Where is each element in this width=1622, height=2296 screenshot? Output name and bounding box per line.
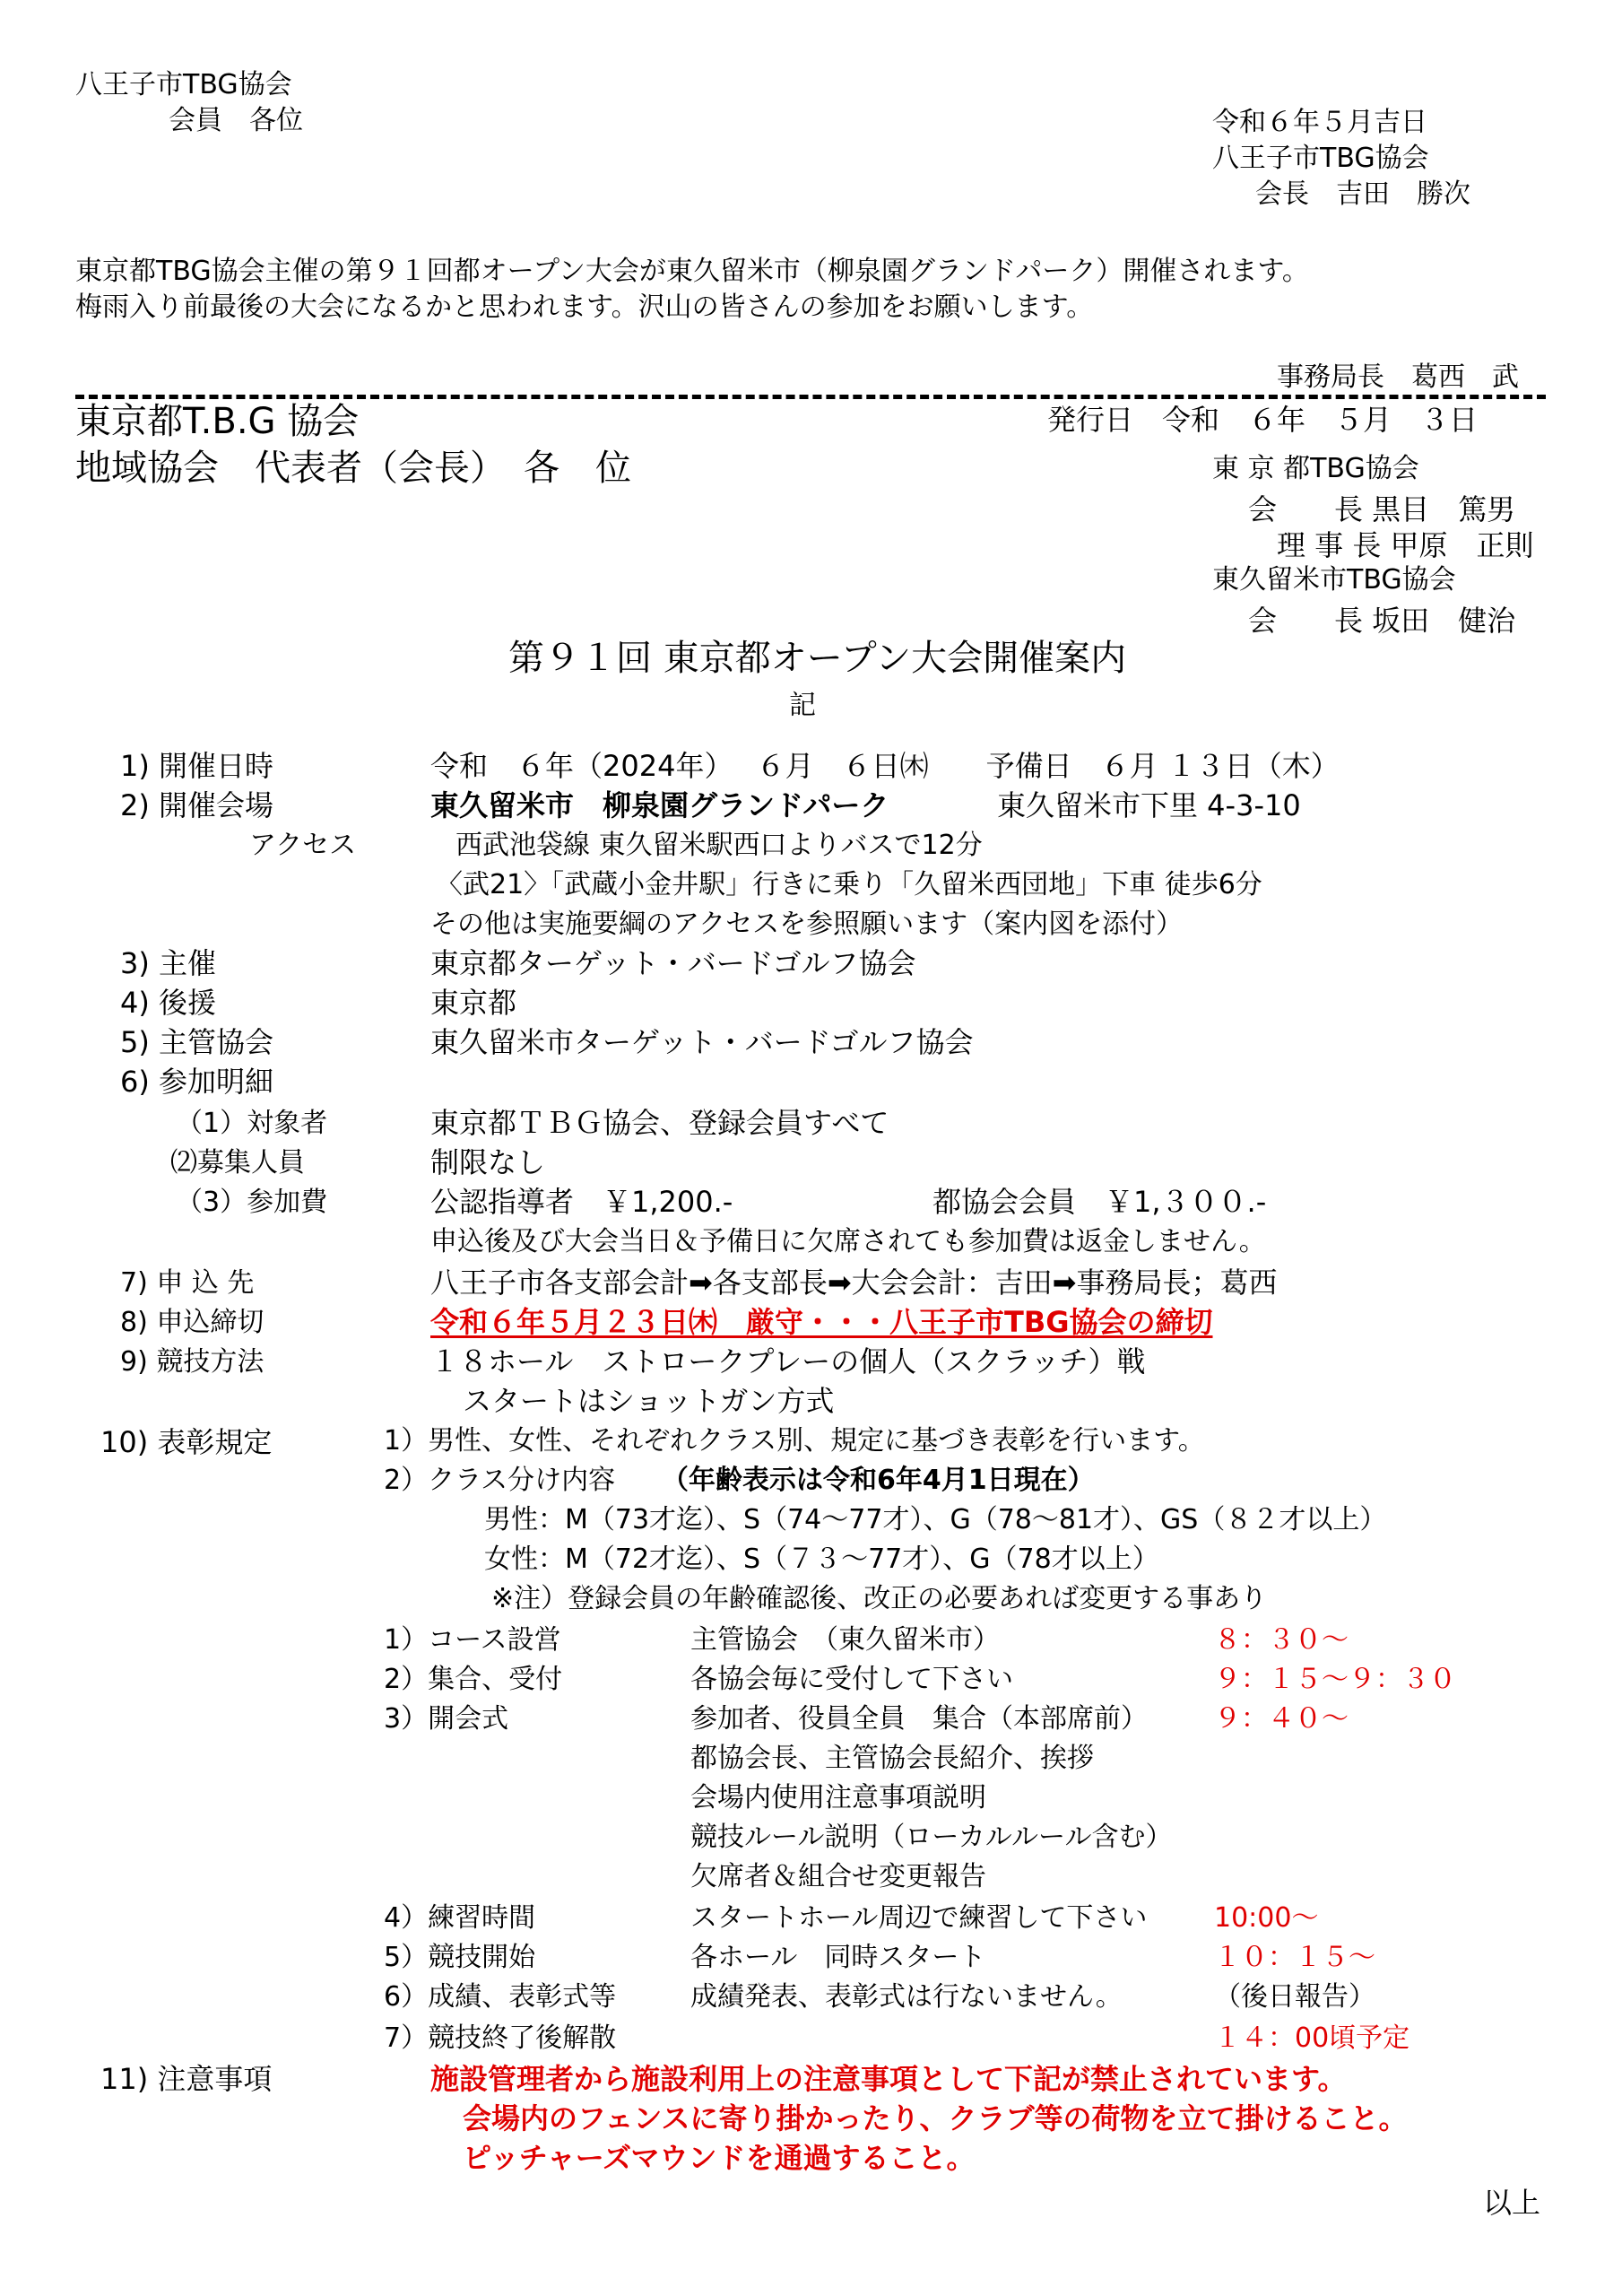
schedule-desc: 各協会毎に受付して下さい (690, 1664, 1013, 1695)
schedule-desc: 競技ルール説明（ローカルルール含む） (690, 1822, 1173, 1853)
item5-label: 5) 主管協会 (120, 1025, 274, 1059)
notice-to-line-2: 地域協会 代表者（会長） 各 位 (75, 448, 631, 489)
item9-label: 9) 競技方法 (120, 1346, 265, 1378)
item10-men-classes: 男性：M（73才迄）、S（74～77才）、G（78～81才）、GS（８２才以上） (484, 1504, 1387, 1535)
item2-address: 東久留米市下里 4-3-10 (997, 788, 1301, 822)
item9-line-2: スタートはショットガン方式 (463, 1384, 835, 1418)
schedule-label: 3）開会式 (384, 1703, 509, 1735)
access-line-2: 〈武21〉「武蔵小金井駅」行きに乗り「久留米西団地」下車 徒歩6分 (436, 869, 1262, 900)
item6-3-label: （3）参加費 (176, 1187, 328, 1218)
schedule-label: 2）集合、受付 (384, 1664, 563, 1695)
schedule-time: １４：00頃予定 (1214, 2022, 1410, 2054)
to-members: 会員 各位 (169, 105, 303, 136)
item8-label: 8) 申込締切 (120, 1307, 265, 1338)
sender2-chair: 会 長 坂田 健治 (1248, 604, 1516, 638)
item11-label: 11) 注意事項 (100, 2062, 273, 2096)
item2-venue: 東久留米市 柳泉園グランドパーク (430, 788, 889, 822)
closing-mark: 以上 (1483, 2186, 1541, 2220)
from-organization: 八王子市TBG協会 (1212, 143, 1429, 174)
notice-to-line-1: 東京都T.B.G 協会 (75, 401, 360, 442)
item9-line-1: １８ホール ストロークプレーの個人（スクラッチ）戦 (430, 1344, 1146, 1378)
intro-line-2: 梅雨入り前最後の大会になるかと思われます。沢山の皆さんの参加をお願いします。 (75, 291, 1094, 323)
to-organization: 八王子市TBG協会 (75, 69, 292, 100)
secretary: 事務局長 葛西 武 (1277, 361, 1519, 393)
item6-3-note: 申込後及び大会当日＆予備日に欠席されても参加費は返金しません。 (430, 1226, 1266, 1257)
item6-3-fee-member: 都協会会員 ￥1,３００.- (932, 1185, 1267, 1219)
schedule-desc: 成績発表、表彰式は行ないません。 (690, 1981, 1123, 2013)
item6-1-value: 東京都ＴＢＧ協会、登録会員すべて (430, 1106, 889, 1140)
item5-value: 東久留米市ターゲット・バードゴルフ協会 (430, 1025, 974, 1059)
item3-label: 3) 主催 (120, 946, 217, 980)
schedule-time: （後日報告） (1214, 1981, 1375, 2013)
notice-title: 第９１回 東京都オープン大会開催案内 (508, 638, 1127, 679)
item8-deadline: 令和６年５月２３日㈭ 厳守・・・八王子市TBG協会の締切 (430, 1305, 1213, 1339)
item2-label: 2) 開催会場 (120, 788, 274, 822)
schedule-label: 1）コース設営 (384, 1624, 561, 1656)
item11-line-1: 施設管理者から施設利用上の注意事項として下記が禁止されています。 (430, 2062, 1347, 2096)
item11-line-3: ピッチャーズマウンドを通過すること。 (463, 2141, 976, 2175)
issue-date: 発行日 令和 ６年 ５月 ３日 (1047, 403, 1479, 437)
access-line-1: 西武池袋線 東久留米駅西口よりバスで12分 (455, 830, 983, 861)
item6-1-label: （1）対象者 (176, 1108, 328, 1139)
from-person: 会長 吉田 勝次 (1255, 178, 1470, 210)
item10-1: 1）男性、女性、それぞれクラス別、規定に基づき表彰を行います。 (384, 1425, 1205, 1457)
section-divider (75, 395, 1546, 399)
item10-note: ※注）登録会員の年齢確認後、改正の必要あれば変更する事あり (491, 1583, 1268, 1614)
schedule-desc: 都協会長、主管協会長紹介、挨拶 (690, 1743, 1094, 1774)
schedule-desc: 各ホール 同時スタート (690, 1942, 986, 1973)
schedule-desc: 欠席者＆組合せ変更報告 (690, 1861, 986, 1892)
item6-label: 6) 参加明細 (120, 1065, 274, 1099)
schedule-label: 5）競技開始 (384, 1942, 536, 1973)
access-line-3: その他は実施要綱のアクセスを参照願います（案内図を添付） (430, 909, 1184, 940)
item11-line-2: 会場内のフェンスに寄り掛かったり、クラブ等の荷物を立て掛けること。 (463, 2101, 1408, 2135)
sender1-org: 東 京 都TBG協会 (1212, 453, 1419, 484)
item6-3-fee-instructor: 公認指導者 ￥1,200.- (430, 1185, 733, 1219)
schedule-desc: 主管協会 （東久留米市） (690, 1624, 1000, 1656)
sender1-chair: 会 長 黒目 篤男 (1248, 492, 1516, 526)
item6-2-value: 制限なし (430, 1145, 546, 1179)
sender2-org: 東久留米市TBG協会 (1212, 564, 1456, 596)
item1-value: 令和 ６年（2024年） ６月 ６日㈭ 予備日 ６月 １３日（木） (430, 749, 1340, 783)
item7-label: 7) 申 込 先 (120, 1267, 255, 1299)
schedule-desc: スタートホール周辺で練習して下さい (690, 1902, 1148, 1934)
ki-mark: 記 (789, 690, 816, 721)
schedule-label: 6）成績、表彰式等 (384, 1981, 617, 2013)
access-label: アクセス (249, 830, 357, 861)
schedule-time: ９：４０～ (1214, 1703, 1349, 1735)
item7-value: 八王子市各支部会計➡各支部長➡大会会計：吉田➡事務局長；葛西 (430, 1265, 1278, 1300)
schedule-time: ８：３０～ (1214, 1624, 1349, 1656)
memo-date: 令和６年５月吉日 (1212, 107, 1427, 138)
item10-2-label: 2）クラス分け内容 (384, 1465, 616, 1496)
intro-line-1: 東京都TBG協会主催の第９１回都オープン大会が東久留米市（柳泉園グランドパーク）開催されます。 (75, 256, 1309, 287)
item1-label: 1) 開催日時 (120, 749, 274, 783)
sender1-director: 理 事 長 甲原 正則 (1277, 528, 1534, 562)
item3-value: 東京都ターゲット・バードゴルフ協会 (430, 946, 916, 980)
schedule-time: １０：１５～ (1214, 1942, 1375, 1973)
item4-label: 4) 後援 (120, 986, 217, 1020)
item6-2-label: ⑵募集人員 (170, 1147, 305, 1178)
schedule-time: 10:00～ (1214, 1902, 1319, 1934)
item10-label: 10) 表彰規定 (100, 1425, 273, 1459)
schedule-time: ９：１５～９：３０ (1214, 1664, 1456, 1695)
schedule-label: 4）練習時間 (384, 1902, 536, 1934)
schedule-desc: 参加者、役員全員 集合（本部席前） (690, 1703, 1148, 1735)
item10-2-basis: （年齢表示は令和6年4月1日現在） (662, 1465, 1095, 1496)
schedule-desc: 会場内使用注意事項説明 (690, 1782, 986, 1813)
schedule-label: 7）競技終了後解散 (384, 2022, 617, 2054)
item10-women-classes: 女性：M（72才迄）、S（７３～77才）、G（78才以上） (484, 1544, 1159, 1575)
item4-value: 東京都 (430, 986, 517, 1020)
